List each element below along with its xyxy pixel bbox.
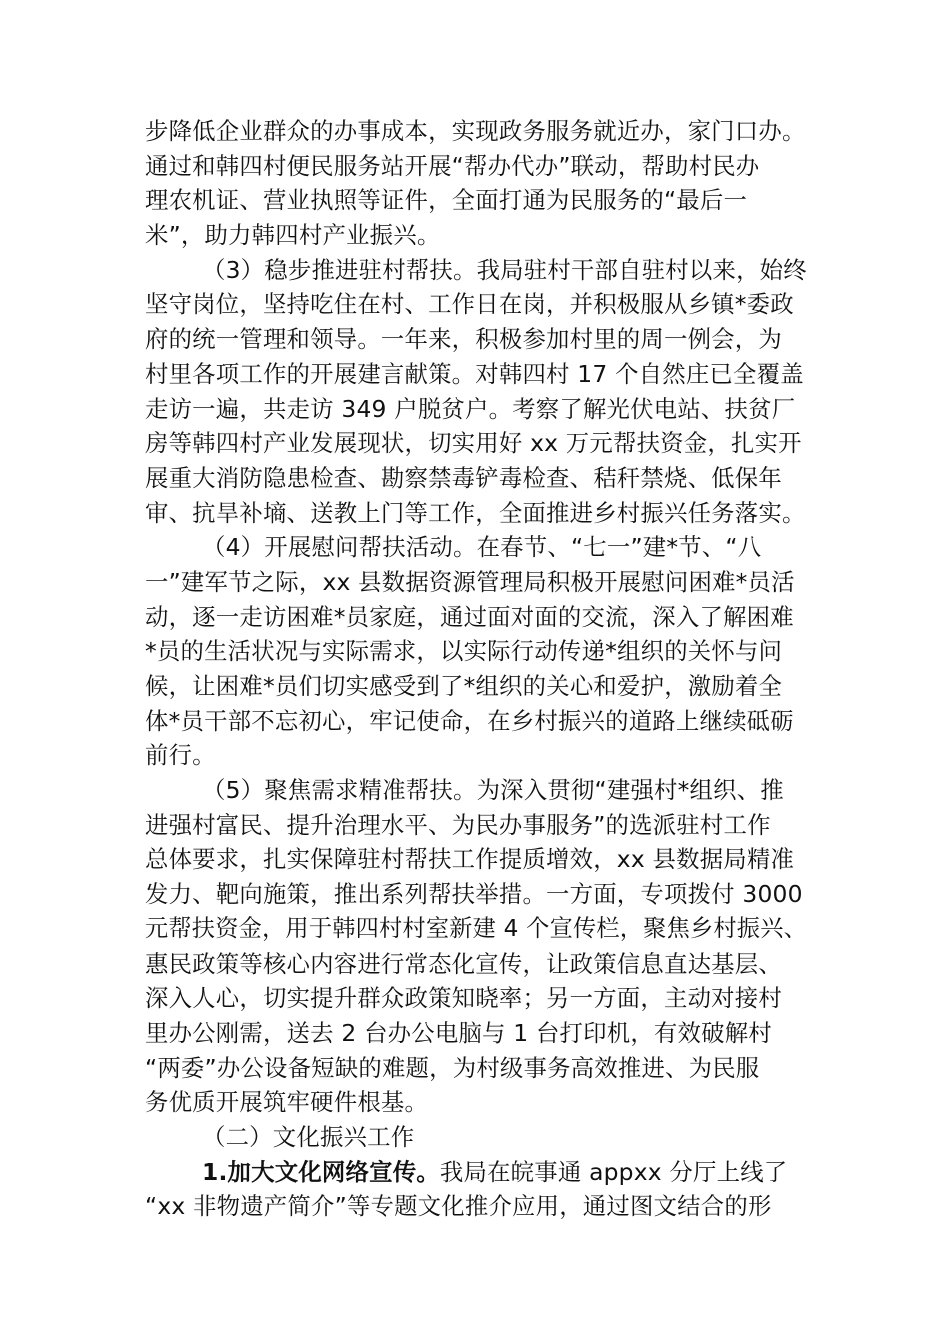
text-line: 进强村富民、提升治理水平、为民办事服务”的选派驻村工作 — [145, 810, 771, 839]
paragraph-start-line: （4）开展慰问帮扶活动。在春节、“七一”建*节、“八 — [202, 533, 762, 562]
text-line: 审、抗旱补墒、送教上门等工作，全面推进乡村振兴任务落实。 — [145, 498, 806, 527]
paragraph-start-line: （5）聚焦需求精准帮扶。为深入贯彻“建强村*组织、推 — [202, 776, 784, 805]
text-line: 候，让困难*员们切实感受到了*组织的关心和爱护，激励着全 — [145, 672, 783, 700]
text-line: 坚守岗位，坚持吃住在村、工作日在岗，并积极服从乡镇*委政 — [145, 290, 794, 319]
text-line: 前行。 — [145, 741, 216, 770]
text-line: 步降低企业群众的办事成本，实现政务服务就近办，家门口办。 — [145, 117, 806, 145]
text-line: 动，逐一走访困难*员家庭，通过面对面的交流，深入了解困难 — [145, 602, 794, 631]
subsection-text: 我局在皖事通 appxx 分厅上线了 — [439, 1157, 788, 1186]
text-line: 惠民政策等核心内容进行常态化宣传，让政策信息直达基层、 — [145, 949, 782, 978]
text-line: 深入人心，切实提升群众政策知晓率；另一方面，主动对接村 — [145, 984, 782, 1013]
text-line: 总体要求，扎实保障驻村帮扶工作提质增效，xx 县数据局精准 — [145, 845, 795, 874]
text-line: “两委”办公设备短缺的难题，为村级事务高效推进、为民服 — [145, 1053, 760, 1082]
subsection-line — [145, 1155, 810, 1190]
document-body — [145, 114, 810, 1224]
text-line: 走访一遍，共走访 349 户脱贫户。考察了解光伏电站、扶贫厂 — [145, 394, 796, 423]
paragraph-start-line: （3）稳步推进驻村帮扶。我局驻村干部自驻村以来，始终 — [202, 255, 807, 284]
text-line: 理农机证、营业执照等证件，全面打通为民服务的“最后一 — [145, 186, 748, 215]
text-line: 发力、靶向施策，推出系列帮扶举措。一方面，专项拨付 3000 — [145, 880, 803, 909]
text-line: 务优质开展筑牢硬件根基。 — [145, 1088, 429, 1117]
text-line: 元帮扶资金，用于韩四村村室新建 4 个宣传栏，聚焦乡村振兴、 — [145, 914, 807, 942]
text-line: 体*员干部不忘初心，牢记使命，在乡村振兴的道路上继续砥砺 — [145, 706, 794, 735]
text-line: 里办公刚需，送去 2 台办公电脑与 1 台打印机，有效破解村 — [145, 1018, 772, 1047]
text-line: 房等韩四村产业发展现状，切实用好 xx 万元帮扶资金，扎实开 — [145, 429, 802, 458]
text-line: 通过和韩四村便民服务站开展“帮办代办”联动，帮助村民办 — [145, 151, 760, 180]
text-line: 一”建军节之际，xx 县数据资源管理局积极开展慰问困难*员活 — [145, 567, 795, 596]
text-line: 村里各项工作的开展建言献策。对韩四村 17 个自然庄已全覆盖 — [145, 359, 804, 388]
text-line: 米”，助力韩四村产业振兴。 — [145, 221, 441, 250]
subsection-heading: 1.加大文化网络宣传。 — [202, 1157, 440, 1186]
text-line: 府的统一管理和领导。一年来，积极参加村里的周一例会，为 — [145, 325, 782, 354]
text-line: *员的生活状况与实际需求，以实际行动传递*组织的关怀与问 — [145, 637, 783, 666]
text-line: 展重大消防隐患检查、勘察禁毒铲毒检查、秸秆禁烧、低保年 — [145, 463, 782, 492]
text-line: “xx 非物遗产简介”等专题文化推介应用，通过图文结合的形 — [145, 1192, 772, 1221]
section-heading: （二）文化振兴工作 — [202, 1122, 415, 1151]
